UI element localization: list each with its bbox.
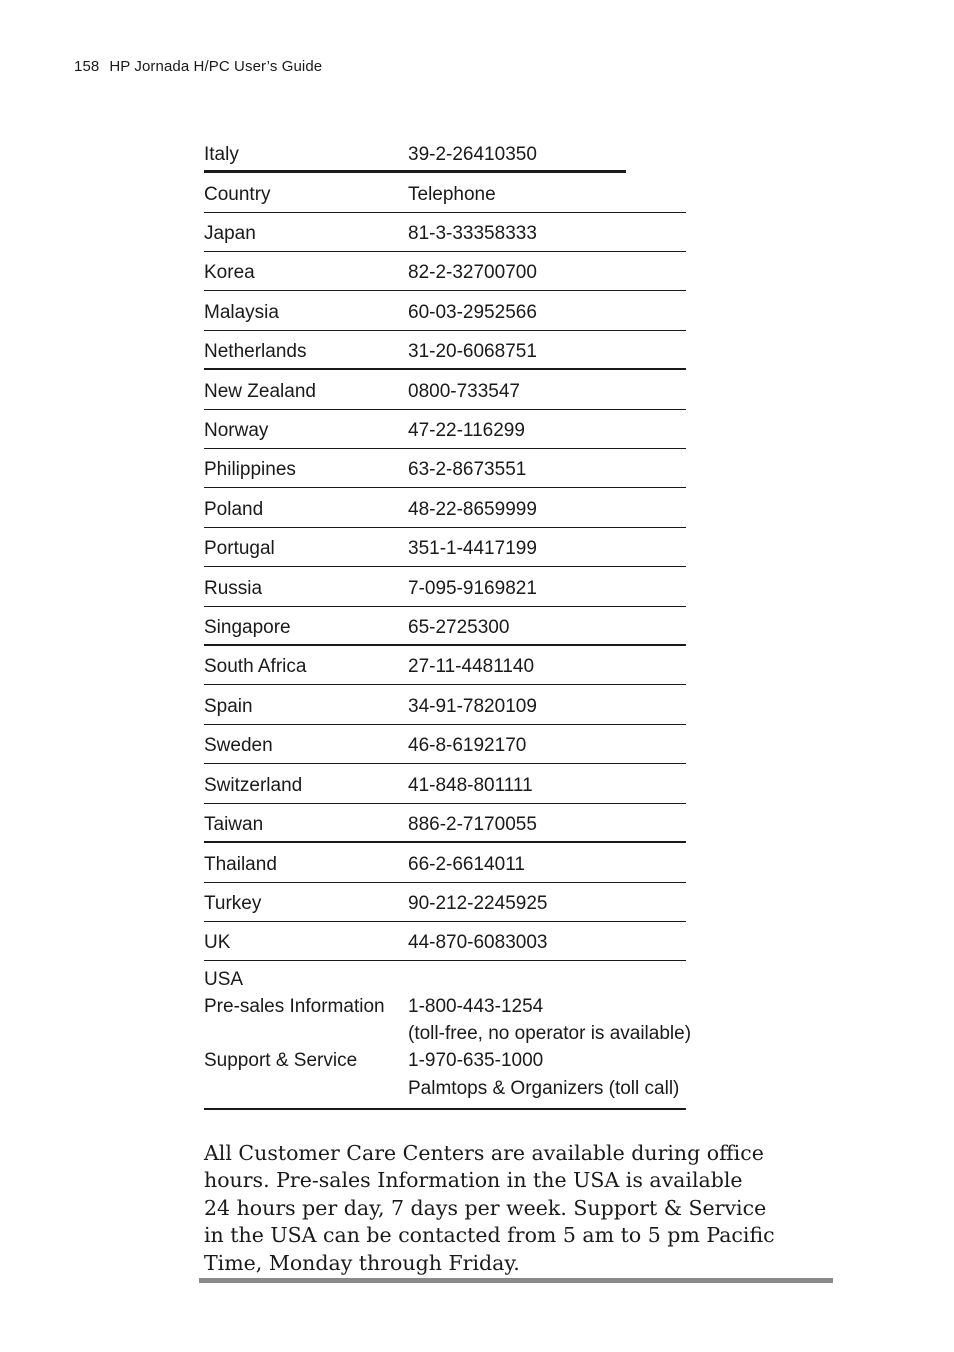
table-row (204, 765, 686, 804)
country-cell: Singapore (204, 617, 291, 638)
country-cell: Turkey (204, 893, 262, 914)
country-cell: Spain (204, 696, 253, 717)
country-cell: UK (204, 932, 231, 953)
country-cell: New Zealand (204, 381, 316, 402)
availability-paragraph (204, 1140, 824, 1277)
phone-cell: 46-8-6192170 (408, 735, 527, 756)
table-row-usa (204, 962, 692, 1110)
country-cell: Thailand (204, 854, 277, 875)
table-row (204, 646, 686, 685)
paragraph-line: All Customer Care Centers are available during office (204, 1141, 764, 1165)
paragraph-line: 24 hours per day, 7 days per week. Support & Service (204, 1195, 767, 1220)
table-row (204, 883, 686, 922)
country-cell: Norway (204, 420, 269, 441)
table-header-row (204, 174, 686, 213)
phone-cell: 66-2-6614011 (408, 854, 525, 875)
table-row (204, 449, 686, 488)
phone-cell: 41-848-801111 (408, 775, 533, 796)
table-row (204, 568, 686, 607)
phone-cell: 31-20-6068751 (408, 341, 537, 362)
table-row (204, 528, 686, 567)
table-row (204, 371, 686, 410)
phone-cell: 63-2-8673551 (408, 459, 527, 480)
support-label: Support & Service (204, 1050, 358, 1071)
table-row (204, 607, 686, 646)
phone-cell: 0800-733547 (408, 381, 520, 402)
running-header (74, 58, 322, 75)
phone-cell: 44-870-6083003 (408, 932, 548, 953)
phone-cell: 81-3-33358333 (408, 223, 537, 244)
country-cell: Poland (204, 499, 264, 520)
phone-cell: 82-2-32700700 (408, 262, 537, 283)
country-cell: Japan (204, 223, 256, 244)
country-cell: USA (204, 969, 244, 990)
phone-cell: 48-22-8659999 (408, 499, 537, 520)
table-row (204, 410, 686, 449)
table-row (204, 292, 686, 331)
country-cell: South Africa (204, 656, 307, 677)
table-row (204, 686, 686, 725)
country-cell: Philippines (204, 459, 296, 480)
phone-cell: 39-2-26410350 (408, 144, 537, 165)
table-row (204, 331, 686, 370)
phone-cell: 7-095-9169821 (408, 578, 537, 599)
phone-cell: 47-22-116299 (408, 420, 525, 441)
phone-cell: 351-1-4417199 (408, 538, 537, 559)
paragraph-line: Time, Monday through Friday. (204, 1250, 520, 1275)
country-cell: Taiwan (204, 814, 264, 835)
table-row (204, 804, 686, 843)
table-row (204, 922, 686, 961)
country-cell: Sweden (204, 735, 273, 756)
book-title: HP Jornada H/PC User’s Guide (109, 58, 323, 75)
page-number: 158 (74, 58, 100, 75)
country-cell: Malaysia (204, 302, 279, 323)
phone-cell: 34-91-7820109 (408, 696, 537, 717)
country-cell: Portugal (204, 538, 275, 559)
presales-label: Pre-sales Information (204, 996, 385, 1017)
country-cell: Russia (204, 578, 263, 599)
column-header-telephone: Telephone (408, 184, 496, 205)
phone-cell: 65-2725300 (408, 617, 510, 638)
bottom-rule (199, 1278, 833, 1283)
support-note: Palmtops & Organizers (toll call) (408, 1078, 680, 1099)
phone-cell: 886-2-7170055 (408, 814, 537, 835)
phone-cell: 27-11-4481140 (408, 656, 535, 677)
paragraph-line: in the USA can be contacted from 5 am to 5 pm Pacific (204, 1223, 775, 1248)
table-row (204, 252, 686, 291)
support-phone: 1-970-635-1000 (408, 1050, 544, 1071)
presales-phone: 1-800-443-1254 (408, 996, 544, 1017)
presales-note: (toll-free, no operator is available) (408, 1023, 692, 1044)
phone-cell: 90-212-2245925 (408, 893, 548, 914)
table-row (204, 725, 686, 764)
country-cell: Korea (204, 262, 255, 283)
paragraph-line: hours. Pre-sales Information in the USA is available (204, 1168, 743, 1193)
table-row-italy (204, 134, 626, 173)
table-row (204, 213, 686, 252)
table-row (204, 489, 686, 528)
column-header-country: Country (204, 184, 271, 205)
table-row (204, 844, 686, 883)
country-cell: Italy (204, 144, 239, 165)
country-cell: Switzerland (204, 775, 303, 796)
country-cell: Netherlands (204, 341, 307, 362)
phone-cell: 60-03-2952566 (408, 302, 537, 323)
